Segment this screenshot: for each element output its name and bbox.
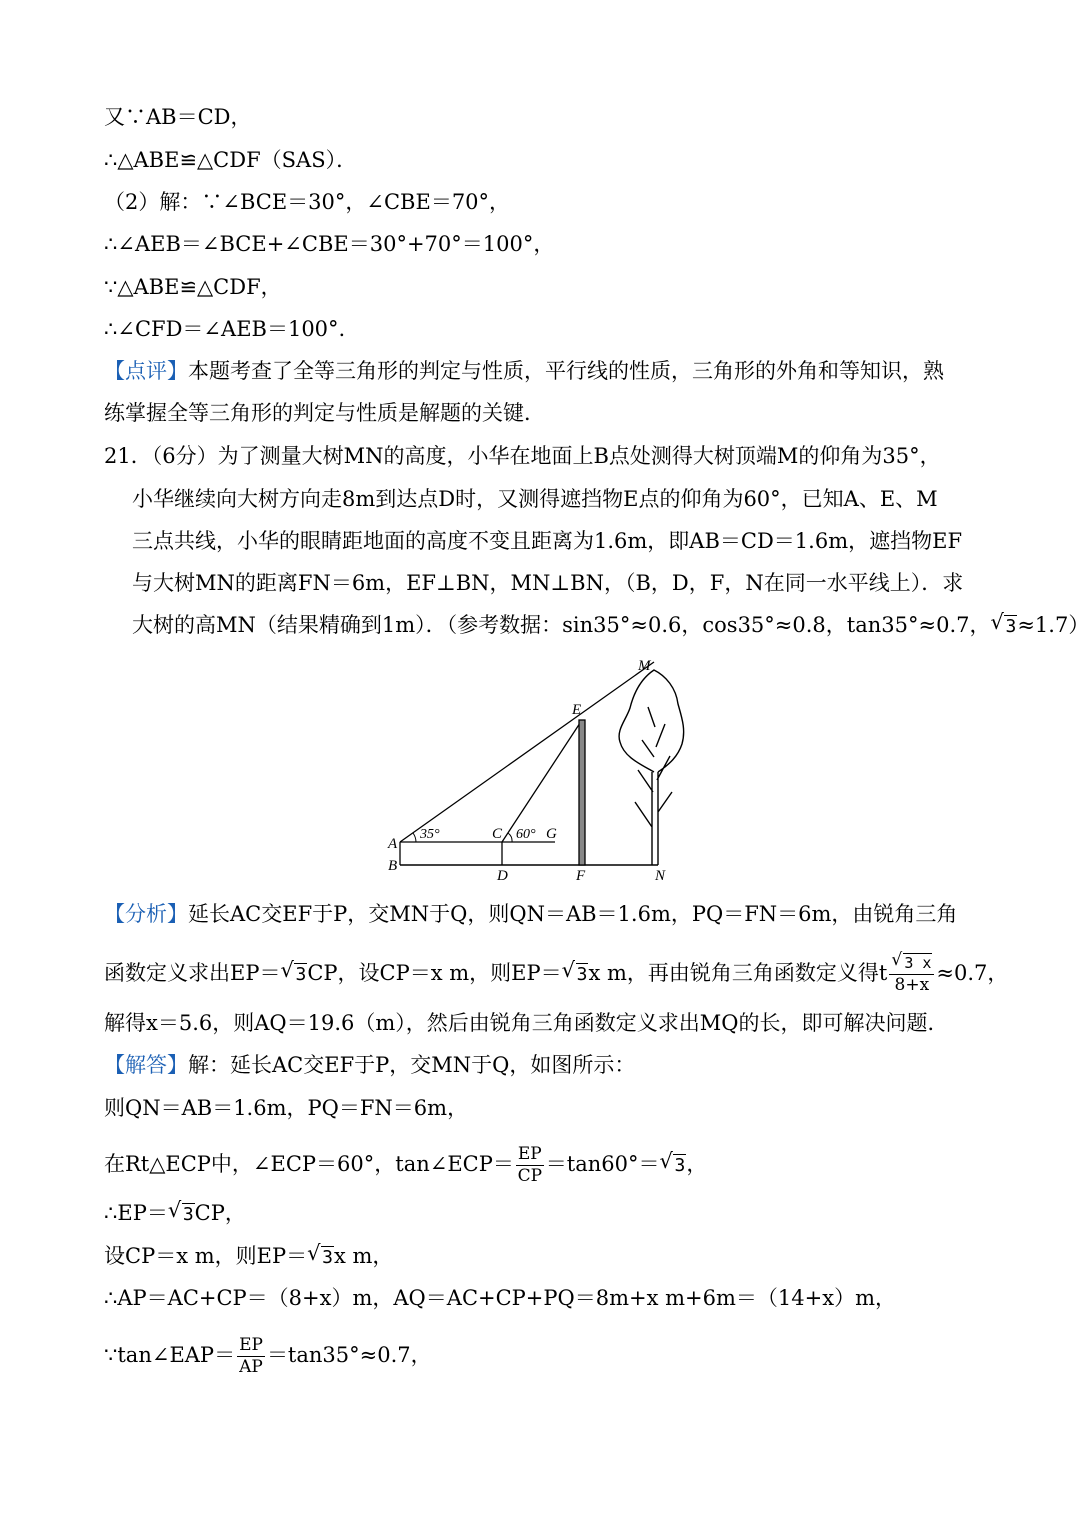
label-a: A (388, 836, 398, 852)
text-line: ∴∠AEB＝∠BCE+∠CBE＝30°+70°＝100°， (104, 232, 555, 256)
text-line: ∴△ABE≌△CDF（SAS）． (104, 148, 358, 172)
fraction: $\frac{EP}{CP}$ (517, 1144, 543, 1186)
fraction: $\frac{EP}{AP}$ (239, 1335, 263, 1377)
problem-line: 三点共线，小华的眼睛距地面的高度不变且距离为1.6m，即AB＝CD＝1.6m，遮挡物EF (132, 529, 963, 553)
analysis-line: 解得x＝5.6，则AQ＝19.6（m），然后由锐角三角函数定义求出MQ的长，即可解决问题． (104, 1011, 949, 1035)
label-g: G (546, 826, 557, 842)
label-c: C (492, 826, 503, 842)
label-f: F (576, 868, 586, 884)
analysis-text: 延长AC交EF于P，交MN于Q，则QN＝AB＝1.6m，PQ＝FN＝6m，由锐角三角 (188, 902, 958, 926)
analysis-line: 函数定义求出EP＝ √ 3CP，设CP＝x m，则EP＝ √ 3x m，再由锐角三角函数定义得t √ 3 x 8+x ≈0.7， (104, 950, 1009, 995)
problem-text: 大树的高MN（结果精确到1m）．（参考数据：sin35°≈0.6，cos35°≈0.8，tan35°≈0.7， (132, 613, 991, 637)
sqrt-3: √ 3 (990, 610, 1017, 637)
solution-line: ∵tan∠EAP＝ $\frac{EP}{AP}$ ＝tan35°≈0.7， (104, 1335, 432, 1377)
sqrt-3: √ 3 (167, 1198, 194, 1225)
label-d: D (497, 868, 508, 884)
label-n: N (655, 868, 666, 884)
problem-line: 21．（6分）为了测量大树MN的高度，小华在地面上B点处测得大树顶端M的仰角为35°， (104, 444, 941, 468)
label-e: E (572, 702, 582, 718)
analysis-line (104, 901, 957, 927)
angle-a-label: 35° (420, 827, 440, 842)
geometry-figure (380, 652, 700, 884)
solution-text: 解：延长AC交EF于P，交MN于Q，如图所示： (188, 1053, 636, 1077)
label-b: B (388, 858, 398, 874)
tree-icon (619, 670, 684, 865)
problem-line: 与大树MN的距离FN＝6m，EF⊥BN，MN⊥BN，（B，D，F，N在同一水平线上）．求 (132, 571, 964, 595)
text-line: 又∵AB＝CD， (104, 105, 252, 129)
comment-line (104, 358, 944, 384)
solution-line: ∴AP＝AC+CP＝（8+x）m，AQ＝AC+CP+PQ＝8m+x m+6m＝（14+x）m， (104, 1286, 896, 1310)
comment-line: 练掌握全等三角形的判定与性质是解题的关键． (104, 401, 545, 425)
text-line: ∵△ABE≌△CDF， (104, 275, 282, 299)
fraction: √ 3 x 8+x (889, 955, 934, 994)
solution-line (104, 1052, 635, 1078)
problem-text: ≈1.7） (1017, 613, 1089, 637)
comment-text: 本题考查了全等三角形的判定与性质，平行线的性质，三角形的外角和等知识，熟 (188, 359, 944, 383)
sqrt-3: √ 3 (307, 1241, 333, 1268)
sqrt-3: √ 3 (280, 958, 307, 985)
solution-line: 设CP＝x m，则EP＝ √ 3x m， (104, 1243, 393, 1271)
comment-tag: 【点评】 (104, 359, 188, 383)
solution-tag: 【解答】 (104, 1053, 188, 1077)
solution-line: ∴EP＝ √ 3CP， (104, 1200, 246, 1228)
problem-line: 小华继续向大树方向走8m到达点D时，又测得遮挡物E点的仰角为60°，已知A、E、M (132, 487, 938, 511)
analysis-tag: 【分析】 (104, 902, 188, 926)
solution-line: 则QN＝AB＝1.6m，PQ＝FN＝6m， (104, 1096, 469, 1120)
sqrt-3: √ 3 (561, 958, 588, 985)
solution-line: 在Rt△ECP中，∠ECP＝60°，tan∠ECP＝ $\frac{EP}{CP}$ ＝tan60°＝ √ 3， (104, 1144, 708, 1186)
text-line: ∴∠CFD＝∠AEB＝100°. (104, 317, 346, 341)
sqrt-3: √ 3 (659, 1149, 686, 1176)
text-line: （2）解：∵∠BCE＝30°，∠CBE＝70°， (104, 190, 511, 214)
problem-line (132, 612, 1089, 640)
angle-c-label: 60° (516, 827, 536, 842)
label-m: M (638, 658, 651, 674)
